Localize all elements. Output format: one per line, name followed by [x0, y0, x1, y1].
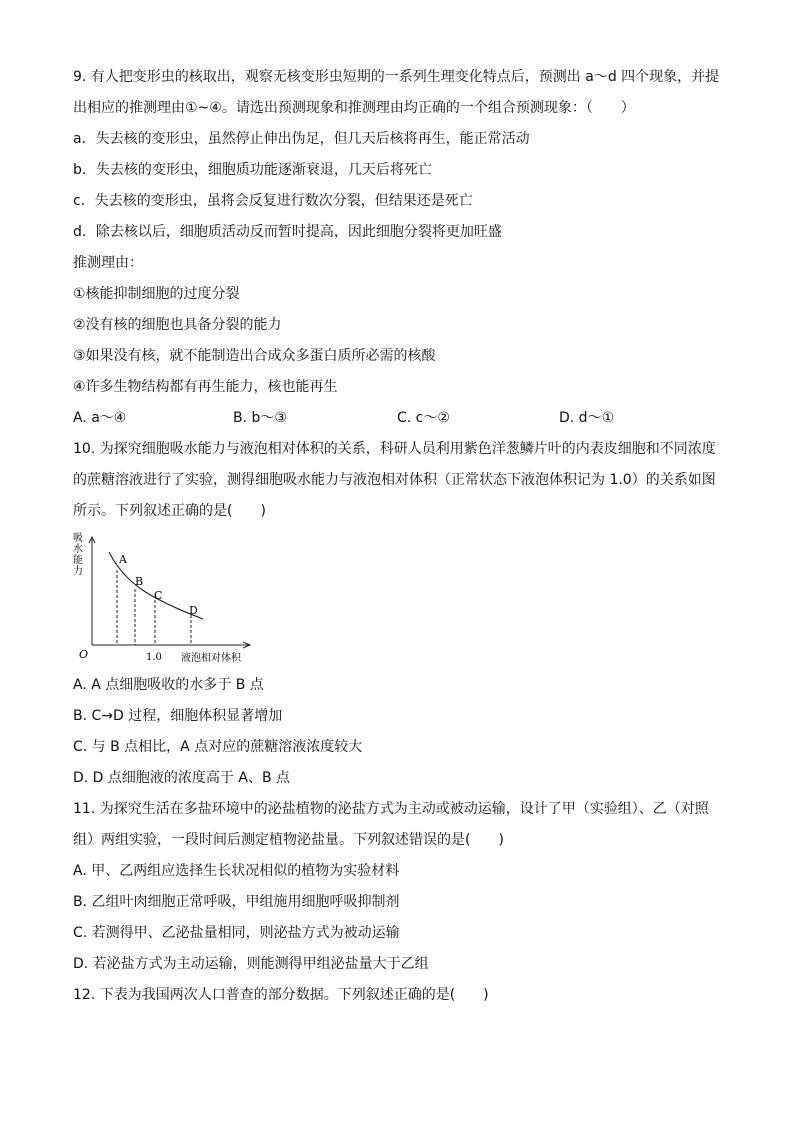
question-10-option-b[interactable]: B. C→D 过程，细胞体积显著增加	[73, 708, 283, 724]
absorption-curve-figure	[73, 529, 263, 666]
exam-page	[73, 62, 723, 1011]
x-axis-label: 液泡相对体积	[181, 653, 241, 664]
question-11-option-d[interactable]: D. 若泌盐方式为主动运输，则能测得甲组泌盐量大于乙组	[73, 956, 429, 972]
point-label-d: D	[189, 604, 198, 617]
question-9-options	[73, 403, 723, 434]
question-11-option-a[interactable]: A. 甲、乙两组应选择生长状况相似的植物为实验材料	[73, 863, 400, 879]
phenomenon-c: c．失去核的变形虫，虽将会反复进行数次分裂，但结果还是死亡	[73, 193, 473, 209]
x-tick-label: 1.0	[146, 652, 162, 663]
point-label-a: A	[119, 553, 127, 566]
reason-title: 推测理由：	[73, 255, 143, 271]
y-axis-label-char-1: 吸	[73, 533, 83, 544]
reason-1: ①核能抑制细胞的过度分裂	[73, 286, 240, 302]
question-10-option-d[interactable]: D. D 点细胞液的浓度高于 A、B 点	[73, 770, 290, 786]
question-10	[73, 434, 723, 794]
question-10-stem-line-2: 的蔗糖溶液进行了实验，测得细胞吸水能力与液泡相对体积（正常状态下液泡体积记为 1.0）的关系如图	[73, 472, 716, 488]
phenomenon-a: a．失去核的变形虫，虽然停止伸出伪足，但几天后核将再生，能正常活动	[73, 131, 530, 147]
question-12-stem: 12. 下表为我国两次人口普查的部分数据。下列叙述正确的是( )	[73, 987, 489, 1003]
question-11-option-b[interactable]: B. 乙组叶肉细胞正常呼吸，甲组施用细胞呼吸抑制剂	[73, 894, 400, 910]
question-11	[73, 794, 723, 980]
question-9-option-b[interactable]: B. b～③	[233, 410, 287, 426]
point-label-c: C	[154, 589, 163, 602]
question-9-option-c[interactable]: C. c～②	[397, 410, 450, 426]
reason-4: ④许多生物结构都有再生能力，核也能再生	[73, 379, 338, 395]
y-axis-label-char-4: 力	[73, 566, 83, 577]
question-11-stem-line-2: 组）两组实验，一段时间后测定植物泌盐量。下列叙述错误的是( )	[73, 832, 504, 848]
question-10-option-a[interactable]: A. A 点细胞吸收的水多于 B 点	[73, 677, 264, 693]
reason-2: ②没有核的细胞也具备分裂的能力	[73, 317, 282, 333]
origin-label: O	[79, 648, 89, 661]
question-11-stem-line-1: 11. 为探究生活在多盐环境中的泌盐植物的泌盐方式为主动或被动运输，设计了甲（实验组）、乙（对照	[73, 801, 709, 817]
question-10-stem-line-3: 所示。下列叙述正确的是( )	[73, 503, 266, 519]
question-9-option-a[interactable]: A. a～④	[73, 410, 127, 426]
question-10-stem-line-1: 10. 为探究细胞吸水能力与液泡相对体积的关系，科研人员利用紫色洋葱鳞片叶的内表皮细胞和不同浓度	[73, 441, 716, 457]
question-10-option-c[interactable]: C. 与 B 点相比，A 点对应的蔗糖溶液浓度较大	[73, 739, 363, 755]
reason-3: ③如果没有核，就不能制造出合成众多蛋白质所必需的核酸	[73, 348, 436, 364]
y-axis-label-char-2: 水	[73, 544, 83, 555]
question-9-option-d[interactable]: D. d～①	[559, 410, 615, 426]
question-9	[73, 62, 723, 434]
y-axis-label-char-3: 能	[73, 555, 83, 566]
question-12	[73, 980, 723, 1011]
question-11-option-c[interactable]: C. 若测得甲、乙泌盐量相同，则泌盐方式为被动运输	[73, 925, 400, 941]
absorption-curve-svg	[73, 529, 263, 666]
point-label-b: B	[135, 575, 144, 588]
phenomenon-d: d．除去核以后，细胞质活动反而暂时提高，因此细胞分裂将更加旺盛	[73, 224, 502, 240]
question-9-stem-line-1: 9. 有人把变形虫的核取出，观察无核变形虫短期的一系列生理变化特点后，预测出 a～d 四个现象，并提	[73, 69, 720, 85]
question-9-stem-line-2: 出相应的推测理由①~④。请选出预测现象和推测理由均正确的一个组合预测现象：（ ）	[73, 100, 635, 116]
phenomenon-b: b．失去核的变形虫，细胞质功能逐渐衰退，几天后将死亡	[73, 162, 432, 178]
